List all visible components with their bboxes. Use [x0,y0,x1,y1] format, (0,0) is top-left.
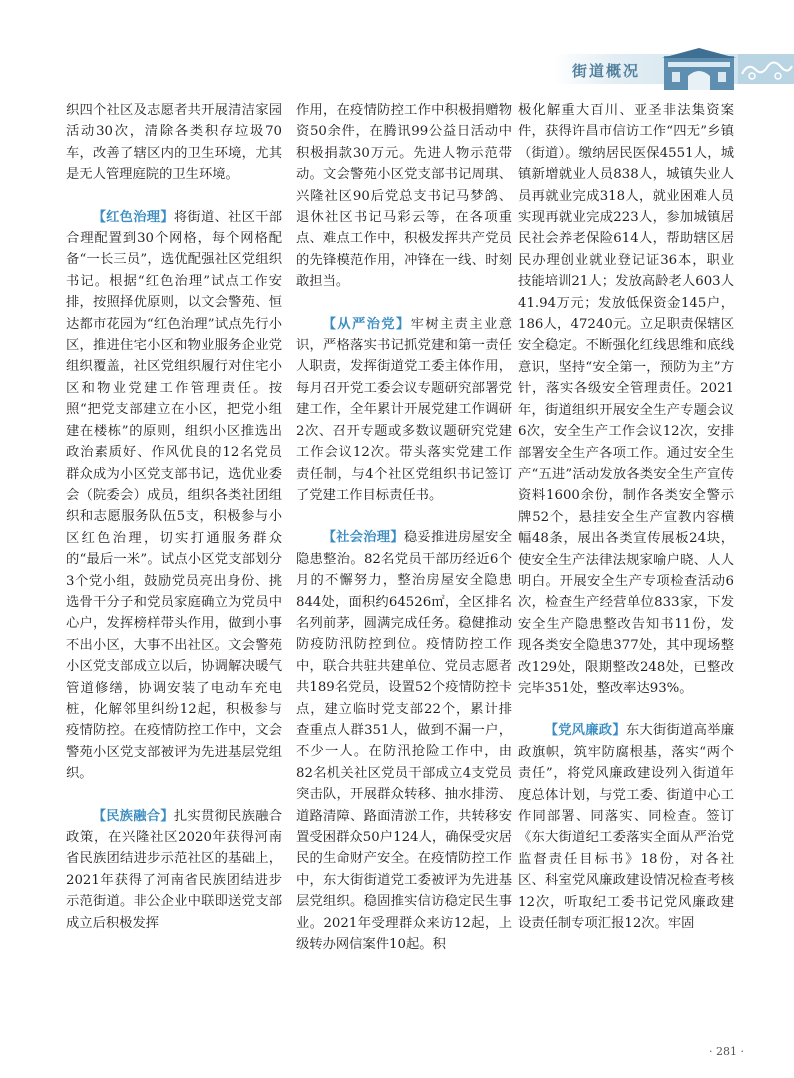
section-tag: 【从严治党】 [322,316,411,332]
section-tag: 【民族融合】 [92,808,174,824]
section-tag: 【党风廉政】 [544,723,626,739]
paragraph: 【民族融合】扎实贯彻民族融合政策，在兴隆社区2020年获得河南省民族团结进步示范社区的基础上，2021年获得了河南省民族团结进步示范街道。非公企业中联即送党支部成立后积极发挥 [66,808,282,931]
paragraph: 【党风廉政】东大街街道高举廉政旗帜，筑牢防腐根基，落实“两个责任”，将党风廉政建设列入街道年度总体计划，与党工委、街道中心工作同部署、同落实、同检查。签订《东大街道纪工委落实全面从严治党监督责任目标书》18份，对各社区、科室党风廉政建设情况检查考核12次，听取纪工委书记党风廉政建设责任制专项汇报12次。牢固 [518,723,734,932]
paragraph: 作用，在疫情防控工作中积极捐赠物资50余件，在腾讯99公益日活动中积极捐款30万元。先进人物示范带动。文会警苑小区党支部书记周琪、兴隆社区90后党总支书记马梦鸽、退休社区书记马彩云等，在各项重点、难点工作中，积极发挥共产党员的先锋模范作用，冲锋在一线、时刻敢担当。 [296,103,512,290]
text-column-3 [518,100,734,934]
section-header-banner [554,46,794,92]
text-column-2 [296,100,512,955]
section-title: 街道概况 [572,62,641,80]
paragraph: 织四个社区及志愿者共开展清洁家园活动30次，清除各类积存垃圾70车，改善了辖区内的卫生环境，尤其是无人管理庭院的卫生环境。 [66,103,282,183]
city-gate-illustration [662,46,736,92]
paragraph: 极化解重大百川、亚圣非法集资案件，获得许昌市信访工作“四无”乡镇（街道）。缴纳居民医保4551人，城镇新增就业人员838人，城镇失业人员再就业完成318人，就业困难人员实现再就业完成223人，参加城镇居民社会养老保险614人，帮助辖区居民办理创业就业登记证36本，职业技能培训21人；发放高龄老人603人41.94万元；发放低保资金145户，186人，47240元。立足职责保辖区安全稳定。不断强化红线思维和底线意识，坚持“安全第一，预防为主”方针，落实各级安全管理责任。2021年，街道组织开展安全生产专题会议6次，安全生产工作会议12次，安排部署安全生产各项工作。通过安全生产“五进”活动发放各类安全生产宣传资料1600余份，制作各类安全警示牌52个，悬挂安全生产宣教内容横幅48条，展出各类宣传展板24块，使安全生产法律法规家喻户晓、人人明白。开展安全生产专项检查活动6次，检查生产经营单位833家，下发安全生产隐患整改告知书11份，发现各类安全隐患377处，其中现场整改129处，限期整改248处，已整改完毕351处，整改率达93%。 [518,103,734,696]
paragraph: 【从严治党】牢树主责主业意识，严格落实书记抓党建和第一责任人职责，发挥街道党工委主体作用，每月召开党工委会议专题研究部署党建工作，全年累计开展党建工作调研2次、召开专题或多数议题研究党建工作会议12次。带头落实党建工作责任制，与4个社区党组织书记签订了党建工作目标责任书。 [296,316,513,503]
page-number: · 281 · [709,1045,744,1058]
cloud-pattern-decoration [738,54,794,84]
paragraph: 【社会治理】稳妥推进房屋安全隐患整治。82名党员干部历经近6个月的不懈努力，整治房屋安全隐患844处，面积约64526㎡，全区排名名列前茅，圆满完成任务。稳健推动防疫防汛防控到位。疫情防控工作中，联合共驻共建单位、党员志愿者共189名党员，设置52个疫情防控卡点，建立临时党支部22个，累计排查重点人群351人，做到不漏一户，不少一人。在防汛抢险工作中，由82名机关社区党员干部成立4支党员突击队，开展群众转移、抽水排涝、道路清障、路面清淤工作，共转移安置受困群众50户124人，确保受灾居民的生命财产安全。在疫情防控工作中，东大街街道党工委被评为先进基层党组织。稳固推实信访稳定民生事业。2021年受理群众来访12起，上级转办网信案件10起。积 [296,530,512,953]
paragraph: 【红色治理】将街道、社区干部合理配置到30个网格，每个网格配备“一长三员”，选优配强社区党组织书记。根据“红色治理”试点工作安排，按照择优原则，以文会警苑、恒达都市花园为“红色治理”试点先行小区，推进住宅小区和物业服务企业党组织覆盖，社区党组织履行对住宅小区和物业党建工作管理责任。按照“把党支部建立在小区，把党小组建在楼栋”的原则，组织小区推选出政治素质好、作风优良的12名党员群众成为小区党支部书记，选优业委会（院委会）成员，组织各类社团组织和志愿服务队伍5支，积极参与小区红色治理，切实打通服务群众的“最后一米”。试点小区党支部划分3个党小组，鼓励党员亮出身份、挑选骨干分子和党员家庭确立为党员中心户，发挥榜样带头作用，做到小事不出小区，大事不出社区。文会警苑小区党支部成立以后，协调解决暖气管道修缮，协调安装了电动车充电桩，化解邻里纠纷12起，积极参与疫情防控。在疫情防控工作中，文会警苑小区党支部被评为先进基层党组织。 [66,209,282,782]
section-tag: 【红色治理】 [92,209,174,225]
section-tag: 【社会治理】 [322,530,404,546]
text-column-1 [66,100,282,934]
